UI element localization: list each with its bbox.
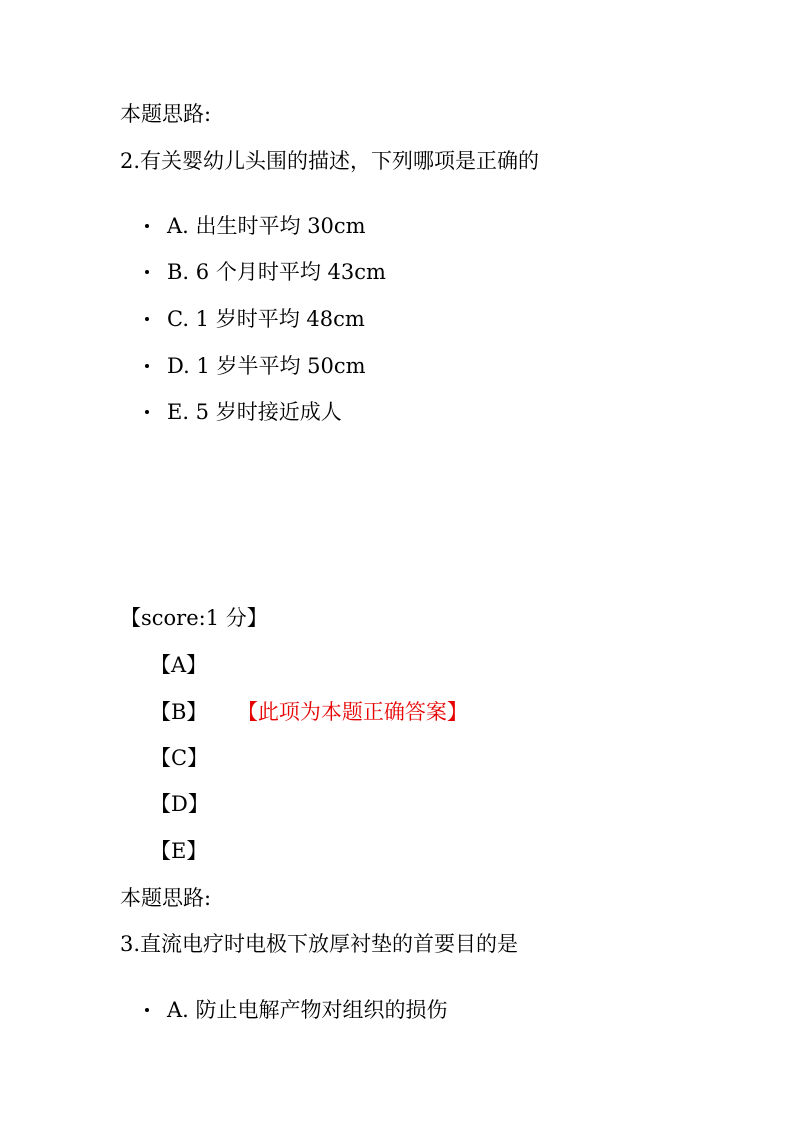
q2-option-b-text: B. 6 个月时平均 43cm — [167, 260, 386, 284]
q2-answer-b-label: 【B】 — [150, 700, 208, 724]
q2-option-d — [145, 356, 366, 377]
q3-option-a — [145, 1000, 448, 1021]
q2-score: 【score:1 分】 — [120, 606, 268, 630]
q2-answer-d: 【D】 — [150, 792, 209, 816]
bullet-icon — [145, 317, 149, 321]
q2-answer-b — [150, 702, 468, 723]
bullet-icon — [145, 224, 149, 228]
q2-option-b — [145, 262, 386, 283]
q2-option-e-text: E. 5 岁时接近成人 — [167, 400, 342, 424]
correct-answer-note: 【此项为本题正确答案】 — [247, 700, 468, 724]
q2-option-c — [145, 309, 365, 330]
q2-answer-e: 【E】 — [150, 839, 208, 863]
q2-option-a — [145, 216, 366, 237]
q3-question: 3.直流电疗时电极下放厚衬垫的首要目的是 — [120, 932, 519, 956]
bullet-icon — [145, 1008, 149, 1012]
q2-option-c-text: C. 1 岁时平均 48cm — [167, 307, 365, 331]
q2-answer-a: 【A】 — [150, 653, 208, 677]
q2-option-e — [145, 402, 342, 423]
q2-option-d-text: D. 1 岁半平均 50cm — [167, 354, 366, 378]
q3-option-a-text: A. 防止电解产物对组织的损伤 — [167, 998, 448, 1022]
bullet-icon — [145, 270, 149, 274]
q2-question: 2.有关婴幼儿头围的描述，下列哪项是正确的 — [120, 149, 540, 173]
q1-thought-label: 本题思路: — [120, 102, 212, 126]
bullet-icon — [145, 364, 149, 368]
q2-thought-label: 本题思路: — [120, 886, 212, 910]
bullet-icon — [145, 410, 149, 414]
q2-answer-c: 【C】 — [150, 746, 209, 770]
q2-option-a-text: A. 出生时平均 30cm — [167, 214, 366, 238]
